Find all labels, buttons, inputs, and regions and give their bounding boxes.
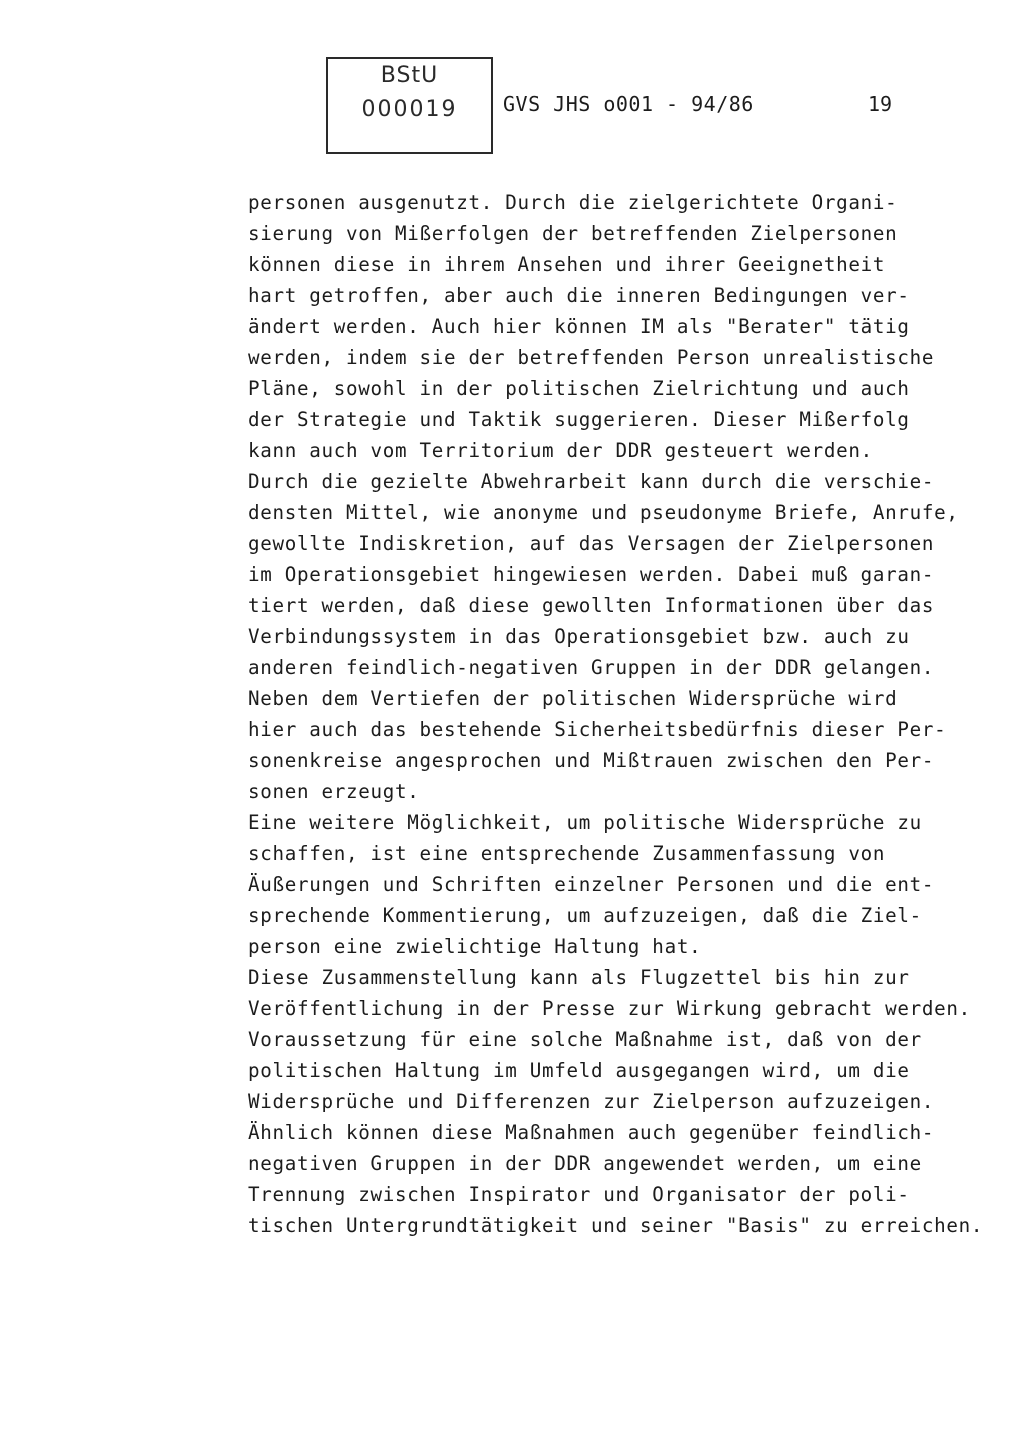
text-line: anderen feindlich-negativen Gruppen in der DDR gelangen. — [248, 656, 935, 679]
text-line: Äußerungen und Schriften einzelner Personen und die ent- — [248, 873, 935, 896]
text-line: gewollte Indiskretion, auf das Versagen der Zielpersonen — [248, 532, 935, 555]
text-line: densten Mittel, wie anonyme und pseudonyme Briefe, Anrufe, — [248, 501, 959, 524]
body-text — [248, 187, 1008, 1241]
text-line: Verbindungssystem in das Operationsgebiet bzw. auch zu — [248, 625, 910, 648]
text-line: personen ausgenutzt. Durch die zielgerichtete Organi- — [248, 191, 898, 214]
stamp-page-number: 000019 — [361, 97, 458, 122]
text-line: können diese in ihrem Ansehen und ihrer Geeignetheit — [248, 253, 886, 276]
text-line: Widersprüche und Differenzen zur Zielperson aufzuzeigen. — [248, 1090, 935, 1113]
text-line: sonenkreise angesprochen und Mißtrauen zwischen den Per- — [248, 749, 935, 772]
text-line: politischen Haltung im Umfeld ausgegangen wird, um die — [248, 1059, 910, 1082]
text-line: sprechende Kommentierung, um aufzuzeigen, daß die Ziel- — [248, 904, 922, 927]
text-line: Veröffentlichung in der Presse zur Wirkung gebracht werden. — [248, 997, 971, 1020]
text-line: schaffen, ist eine entsprechende Zusammenfassung von — [248, 842, 886, 865]
text-line: Diese Zusammenstellung kann als Flugzettel bis hin zur — [248, 966, 910, 989]
text-line: Pläne, sowohl in der politischen Zielrichtung und auch — [248, 377, 910, 400]
text-line: tischen Untergrundtätigkeit und seiner "Basis" zu erreichen. — [248, 1214, 984, 1237]
text-line: Eine weitere Möglichkeit, um politische Widersprüche zu — [248, 811, 922, 834]
archive-stamp — [326, 57, 493, 154]
text-line: Durch die gezielte Abwehrarbeit kann durch die verschie- — [248, 470, 935, 493]
page-number: 19 — [868, 92, 893, 116]
text-line: hier auch das bestehende Sicherheitsbedürfnis dieser Per- — [248, 718, 947, 741]
text-line: person eine zwielichtige Haltung hat. — [248, 935, 702, 958]
text-line: werden, indem sie der betreffenden Person unrealistische — [248, 346, 935, 369]
text-line: negativen Gruppen in der DDR angewendet werden, um eine — [248, 1152, 922, 1175]
text-line: sonen erzeugt. — [248, 780, 420, 803]
text-line: Trennung zwischen Inspirator und Organisator der poli- — [248, 1183, 910, 1206]
text-line: Voraussetzung für eine solche Maßnahme ist, daß von der — [248, 1028, 922, 1051]
text-line: sierung von Mißerfolgen der betreffenden Zielpersonen — [248, 222, 898, 245]
text-line: hart getroffen, aber auch die inneren Bedingungen ver- — [248, 284, 910, 307]
stamp-archive-label: BStU — [380, 63, 439, 88]
text-line: im Operationsgebiet hingewiesen werden. Dabei muß garan- — [248, 563, 935, 586]
text-line: Neben dem Vertiefen der politischen Widersprüche wird — [248, 687, 898, 710]
text-line: tiert werden, daß diese gewollten Informationen über das — [248, 594, 935, 617]
document-reference: GVS JHS o001 - 94/86 — [503, 92, 754, 116]
text-line: Ähnlich können diese Maßnahmen auch gegenüber feindlich- — [248, 1121, 935, 1144]
text-line: ändert werden. Auch hier können IM als "Berater" tätig — [248, 315, 910, 338]
text-line: der Strategie und Taktik suggerieren. Dieser Mißerfolg — [248, 408, 910, 431]
text-line: kann auch vom Territorium der DDR gesteuert werden. — [248, 439, 873, 462]
